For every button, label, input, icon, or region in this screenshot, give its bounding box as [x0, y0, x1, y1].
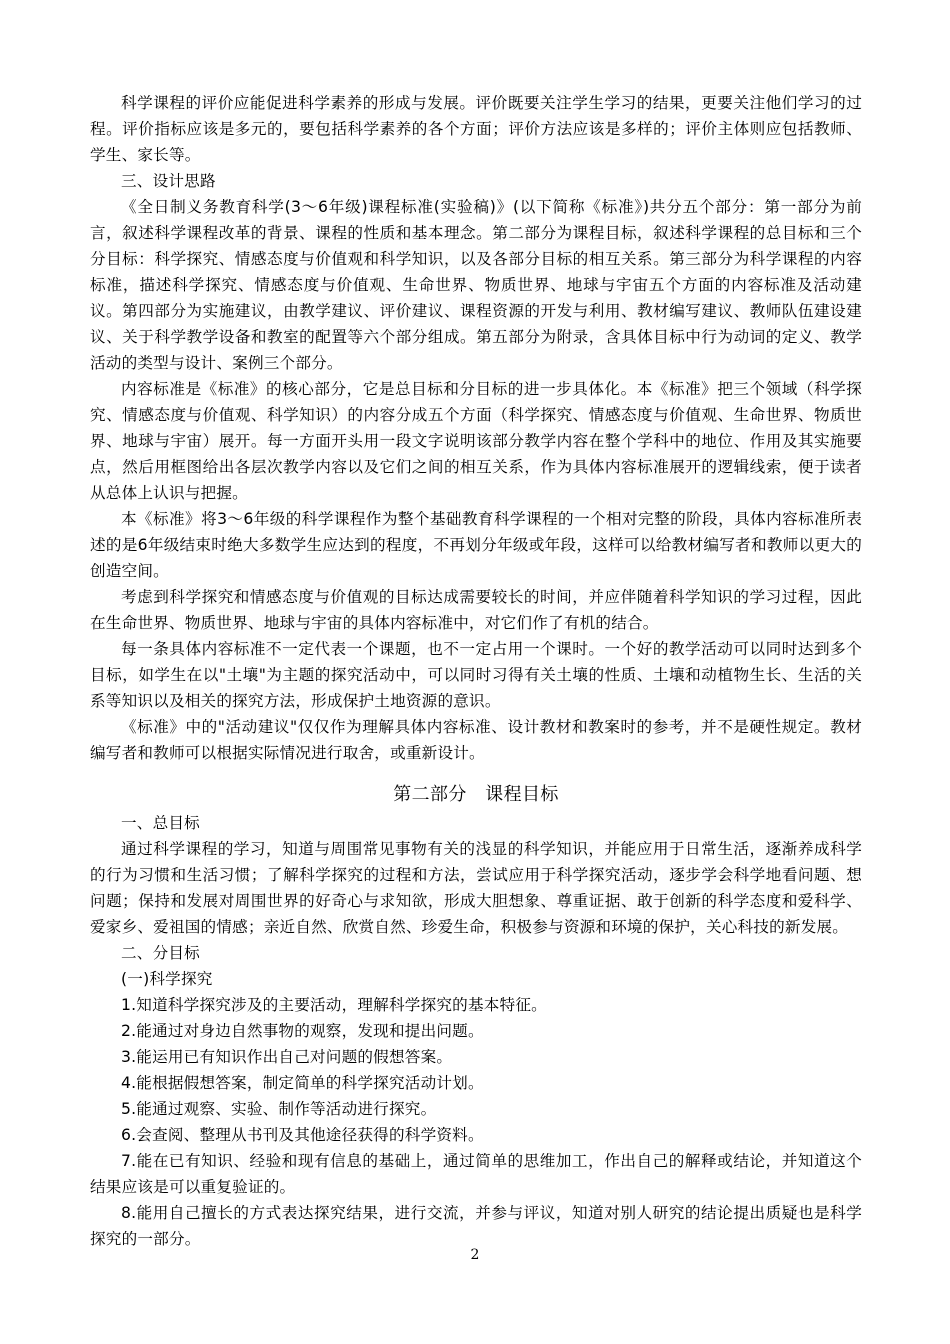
paragraph-general-goal: 通过科学课程的学习，知道与周围常见事物有关的浅显的科学知识，并能应用于日常生活，逐渐养成科学的行为习惯和生活习惯；了解科学探究的过程和方法，尝试应用于科学探究活动，逐步学会科学地看问题、想问题；保持和发展对周围世界的好奇心与求知欲，形成大胆想象、尊重证据、敢于创新的科学态度和爱科学、爱家乡、爱祖国的情感；亲近自然、欣赏自然、珍爱生命，积极参与资源和环境的保护，关心科技的新发展。	[90, 840, 862, 936]
heading-science-inquiry: (一)科学探究	[121, 970, 213, 988]
paragraph-content-item: 每一条具体内容标准不一定代表一个课题，也不一定占用一个课时。一个好的教学活动可以同时达到多个目标，如学生在以"土壤"为主题的探究活动中，可以同时习得有关土壤的性质、土壤和动植物生长、生活的关系等知识以及相关的探究方法，形成保护土地资源的意识。	[90, 640, 862, 710]
paragraph-grade-range: 本《标准》将3～6年级的科学课程作为整个基础教育科学课程的一个相对完整的阶段，具体内容标准所表述的是6年级结束时绝大多数学生应达到的程度，不再划分年级或年段，这样可以给教材编写者和教师以更大的创造空间。	[90, 510, 862, 580]
section-title: 第二部分 课程目标	[393, 784, 559, 805]
paragraph-content-standard: 内容标准是《标准》的核心部分，它是总目标和分目标的进一步具体化。本《标准》把三个领域（科学探究、情感态度与价值观、科学知识）的内容分成五个方面（科学探究、情感态度与价值观、生命世界、物质世界、地球与宇宙）展开。每一方面开头用一段文字说明该部分教学内容在整个学科中的地位、作用及其实施要点，然后用框图给出各层次教学内容以及它们之间的相互关系，作为具体内容标准展开的逻辑线索，便于读者从总体上认识与把握。	[90, 380, 862, 502]
page-number: 2	[470, 1247, 480, 1263]
list-item: 7.能在已有知识、经验和现有信息的基础上，通过简单的思维加工，作出自己的解释或结论，并知道这个结果应该是可以重复验证的。	[90, 1152, 862, 1196]
list-item: 5.能通过观察、实验、制作等活动进行探究。	[121, 1100, 437, 1118]
page-body	[90, 90, 862, 1252]
heading-design-ideas: 三、设计思路	[121, 172, 216, 190]
heading-sub-goals: 二、分目标	[121, 944, 200, 962]
list-item: 1.知道科学探究涉及的主要活动，理解科学探究的基本特征。	[121, 996, 547, 1014]
heading-general-goal: 一、总目标	[121, 814, 200, 832]
list-item: 4.能根据假想答案，制定简单的科学探究活动计划。	[121, 1074, 484, 1092]
list-item: 3.能运用已有知识作出自己对问题的假想答案。	[121, 1048, 453, 1066]
list-item: 2.能通过对身边自然事物的观察，发现和提出问题。	[121, 1022, 484, 1040]
paragraph-inquiry-attitude: 考虑到科学探究和情感态度与价值观的目标达成需要较长的时间，并应伴随着科学知识的学习过程，因此在生命世界、物质世界、地球与宇宙的具体内容标准中，对它们作了有机的结合。	[90, 588, 862, 632]
list-item: 8.能用自己擅长的方式表达探究结果，进行交流，并参与评议，知道对别人研究的结论提出质疑也是科学探究的一部分。	[90, 1204, 862, 1248]
paragraph-standard-structure: 《全日制义务教育科学(3～6年级)课程标准(实验稿)》(以下简称《标准》)共分五个部分：第一部分为前言，叙述科学课程改革的背景、课程的性质和基本理念。第二部分为课程目标，叙述科学课程的总目标和三个分目标：科学探究、情感态度与价值观和科学知识，以及各部分目标的相互关系。第三部分为科学课程的内容标准，描述科学探究、情感态度与价值观、生命世界、物质世界、地球与宇宙五个方面的内容标准及活动建议。第四部分为实施建议，由教学建议、评价建议、课程资源的开发与利用、教材编写建议、教师队伍建设建议、关于科学教学设备和教室的配置等六个部分组成。第五部分为附录，含具体目标中行为动词的定义、教学活动的类型与设计、案例三个部分。	[90, 198, 862, 372]
paragraph-evaluation: 科学课程的评价应能促进科学素养的形成与发展。评价既要关注学生学习的结果，更要关注他们学习的过程。评价指标应该是多元的，要包括科学素养的各个方面；评价方法应该是多样的；评价主体则应包括教师、学生、家长等。	[90, 94, 862, 164]
list-item: 6.会查阅、整理从书刊及其他途径获得的科学资料。	[121, 1126, 484, 1144]
paragraph-activity-suggestions: 《标准》中的"活动建议"仅仅作为理解具体内容标准、设计教材和教案时的参考，并不是硬性规定。教材编写者和教师可以根据实际情况进行取舍，或重新设计。	[90, 718, 862, 762]
